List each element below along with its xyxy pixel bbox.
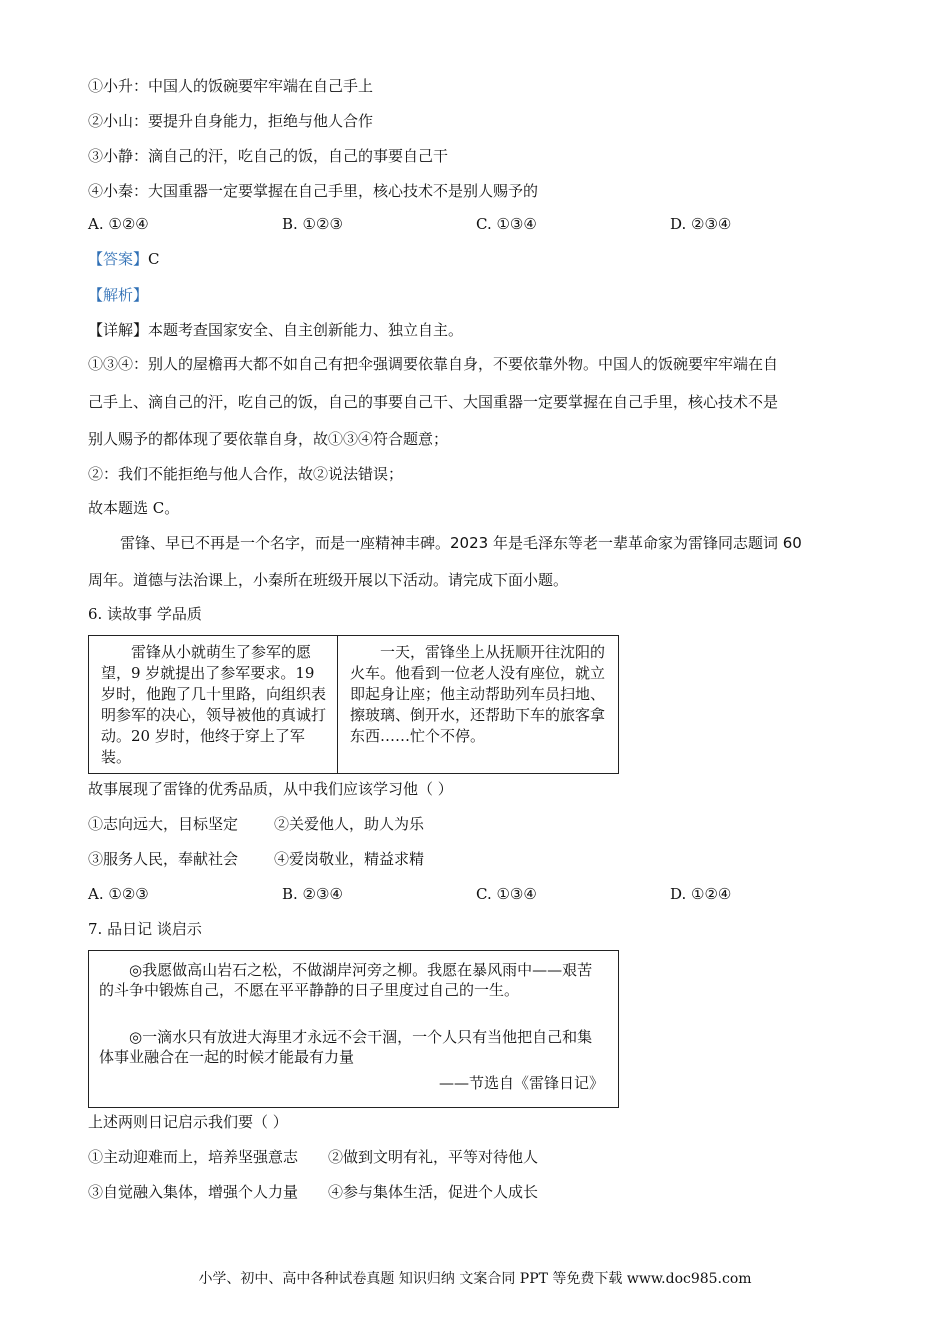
q6-choice-c: C. ①③④ [476,885,537,903]
q5-option-3: ③小静：滴自己的汗，吃自己的饭，自己的事要自己干 [88,147,449,165]
analysis-tag: 【解析】 [88,286,149,304]
q7-option-3: ③自觉融入集体，增强个人力量 [88,1183,299,1201]
detail-line-2: ①③④：别人的屋檐再大都不如自己有把伞强调要依靠自身，不要依靠外物。中国人的饭碗要牢牢端在自 [88,355,779,373]
q7-option-2: ②做到文明有礼，平等对待他人 [328,1148,539,1166]
q6-option-2: ②关爱他人，助人为乐 [274,815,425,833]
q6-choice-b: B. ②③④ [282,885,343,903]
q5-choice-c: C. ①③④ [476,215,537,233]
q6-choice-d: D. ①②④ [670,885,732,903]
story-right: 一天，雷锋坐上从抚顺开往沈阳的火车。他看到一位老人没有座位，就立即起身让座；他主动帮助列车员扫地、擦玻璃、倒开水，还帮助下车的旅客拿东西……忙个不停。 [350,643,606,745]
q5-option-1: ①小升：中国人的饭碗要牢牢端在自己手上 [88,77,374,95]
q6-story-table [88,635,619,774]
detail-line-5: ②：我们不能拒绝与他人合作，故②说法错误； [88,465,404,483]
q6-option-3: ③服务人民，奉献社会 [88,850,239,868]
q5-choice-d: D. ②③④ [670,215,732,233]
q7-option-4: ④参与集体生活，促进个人成长 [328,1183,539,1201]
detail-line-4: 别人赐予的都体现了要依靠自身，故①③④符合题意； [88,430,449,448]
q6-question: 故事展现了雷锋的优秀品质，从中我们应该学习他（ ） [88,780,453,798]
diary-entry-2: ◎一滴水只有放进大海里才永远不会干涸，一个人只有当他把自己和集体事业融合在一起的时候才能最有力量 [99,1028,593,1066]
story-left: 雷锋从小就萌生了参军的愿望，9 岁就提出了参军要求。19 岁时，他跑了几十里路，向组织表明参军的决心，领导被他的真诚打动。20 岁时，他终于穿上了军装。 [101,643,327,766]
detail-line-6: 故本题选 C。 [88,499,180,517]
q7-title: 7. 品日记 谈启示 [88,920,202,938]
answer-tag: 【答案】 [88,250,149,268]
detail-line-1: 【详解】本题考查国家安全、自主创新能力、独立自主。 [88,321,464,339]
intro-line-2: 周年。道德与法治课上，小秦所在班级开展以下活动。请完成下面小题。 [88,571,569,589]
q7-diary-box [88,950,619,1108]
q6-options-row-1 [88,814,424,834]
q5-choice-a: A. ①②④ [88,215,149,233]
q5-option-2: ②小山：要提升自身能力，拒绝与他人合作 [88,112,374,130]
answer-line [88,249,160,269]
page-footer: 小学、初中、高中各种试卷真题 知识归纳 文案合同 PPT 等免费下载 www.doc985.com [198,1271,752,1287]
q5-option-4: ④小秦：大国重器一定要掌握在自己手里，核心技术不是别人赐予的 [88,182,539,200]
q5-choice-b: B. ①②③ [282,215,343,233]
diary-source: ——节选自《雷锋日记》 [438,1074,604,1092]
q7-question: 上述两则日记启示我们要（ ） [88,1113,288,1131]
q7-options-row-2 [88,1182,538,1202]
q7-option-1: ①主动迎难而上，培养坚强意志 [88,1148,299,1166]
intro-line-1: 雷锋、早已不再是一个名字，而是一座精神丰碑。2023 年是毛泽东等老一辈革命家为雷锋同志题词 60 [120,534,802,552]
q6-options-row-2 [88,849,424,869]
q7-options-row-1 [88,1147,538,1167]
detail-line-3: 己手上、滴自己的汗，吃自己的饭，自己的事要自己干、大国重器一定要掌握在自己手里，核心技术不是 [88,393,779,411]
q6-title: 6. 读故事 学品质 [88,605,202,623]
answer-value: C [148,250,160,268]
q6-option-1: ①志向远大，目标坚定 [88,815,239,833]
q6-option-4: ④爱岗敬业，精益求精 [274,850,425,868]
diary-entry-1: ◎我愿做高山岩石之松，不做湖岸河旁之柳。我愿在暴风雨中——艰苦的斗争中锻炼自己，不愿在平平静静的日子里度过自己的一生。 [99,961,593,999]
q6-choice-a: A. ①②③ [88,885,149,903]
